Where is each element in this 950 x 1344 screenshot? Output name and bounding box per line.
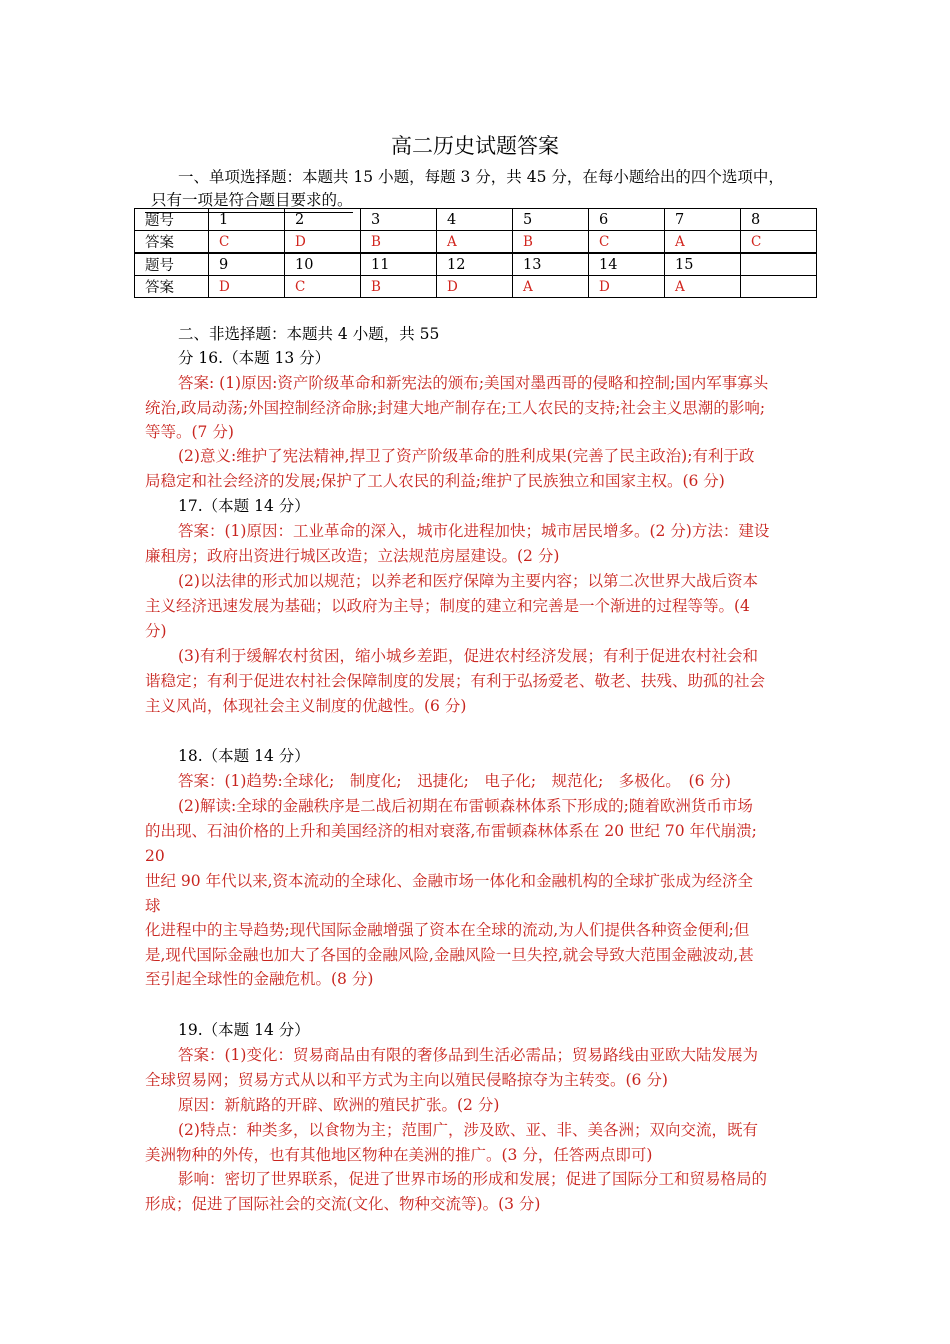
answer-cell xyxy=(741,276,817,298)
question-number: 3 xyxy=(361,209,437,231)
q17-answer-line: 主义经济迅速发展为基础；以政府为主导；制度的建立和完善是一个渐进的过程等等。(4 xyxy=(145,597,750,615)
answer-table xyxy=(134,208,817,298)
table-row xyxy=(135,276,817,298)
answer-cell: C xyxy=(589,231,665,254)
section1-line2: 只有一项是符合题目要求的。 xyxy=(145,189,353,213)
table-row xyxy=(135,209,817,231)
q17-answer-line: 分) xyxy=(145,622,167,640)
question-number: 7 xyxy=(665,209,741,231)
q18-answer-line: 至引起全球性的金融危机。(8 分) xyxy=(145,970,374,988)
q18-answer-line: (2)解读:全球的金融秩序是二战后初期在布雷顿森林体系下形成的;随着欧洲货币市场 xyxy=(178,797,753,815)
q19-answer-line: 全球贸易网；贸易方式从以和平方式为主向以殖民侵略掠夺为主转变。(6 分) xyxy=(145,1071,668,1089)
table-row xyxy=(135,253,817,276)
q16-answer-line: 局稳定和社会经济的发展;保护了工人农民的利益;维护了民族独立和国家主权。(6 分) xyxy=(145,472,725,490)
answer-cell: B xyxy=(513,231,589,254)
table-row xyxy=(135,231,817,254)
header-label: 题号 xyxy=(135,209,209,231)
answer-cell: A xyxy=(665,276,741,298)
answer-cell: B xyxy=(361,276,437,298)
q17-answer-line: (3)有利于缓解农村贫困，缩小城乡差距，促进农村经济发展；有利于促进农村社会和 xyxy=(178,647,758,665)
q16-answer-line: (2)意义:维护了宪法精神,捍卫了资产阶级革命的胜利成果(完善了民主政治);有利于政 xyxy=(178,447,755,465)
section2-line2: 分 16.（本题 13 分） xyxy=(178,349,331,367)
question-number: 4 xyxy=(437,209,513,231)
q17-answer-line: 主义风尚，体现社会主义制度的优越性。(6 分) xyxy=(145,697,467,715)
answer-label: 答案 xyxy=(135,276,209,298)
page-title: 高二历史试题答案 xyxy=(391,134,559,158)
q18-answer-line: 的出现、石油价格的上升和美国经济的相对衰落,布雷顿森林体系在 20 世纪 70 年代崩溃; xyxy=(145,822,757,840)
q19-answer-line: 答案：(1)变化：贸易商品由有限的奢侈品到生活必需品；贸易路线由亚欧大陆发展为 xyxy=(178,1046,758,1064)
q16-answer-line: 统治,政局动荡;外国控制经济命脉;封建大地产制存在;工人农民的支持;社会主义思潮的影响; xyxy=(145,399,766,417)
section1-intro xyxy=(145,166,835,213)
question-number: 6 xyxy=(589,209,665,231)
q17-heading: 17.（本题 14 分） xyxy=(178,497,310,515)
q18-answer-line: 球 xyxy=(145,897,161,915)
q17-answer-line: 谐稳定；有利于促进农村社会保障制度的发展；有利于弘扬爱老、敬老、扶残、助孤的社会 xyxy=(145,672,766,690)
answer-cell: D xyxy=(285,231,361,254)
answer-cell: A xyxy=(665,231,741,254)
answer-cell: D xyxy=(209,276,285,298)
q17-answer-line: (2)以法律的形式加以规范；以养老和医疗保障为主要内容；以第二次世界大战后资本 xyxy=(178,572,758,590)
question-number: 9 xyxy=(209,253,285,276)
question-number: 13 xyxy=(513,253,589,276)
answer-cell: A xyxy=(513,276,589,298)
answer-cell: B xyxy=(361,231,437,254)
q16-answer-line: 等等。(7 分) xyxy=(145,423,234,441)
question-number: 5 xyxy=(513,209,589,231)
question-number: 11 xyxy=(361,253,437,276)
q16-answer-line: 答案: (1)原因:资产阶级革命和新宪法的颁布;美国对墨西哥的侵略和控制;国内军事寡头 xyxy=(178,374,769,392)
header-label: 题号 xyxy=(135,253,209,276)
answer-cell: C xyxy=(285,276,361,298)
q19-answer-line: 原因：新航路的开辟、欧洲的殖民扩张。(2 分) xyxy=(178,1096,500,1114)
answer-cell: D xyxy=(437,276,513,298)
question-number: 1 xyxy=(209,209,285,231)
section1-line1: 一、单项选择题：本题共 15 小题，每题 3 分，共 45 分，在每小题给出的四个选项中， xyxy=(178,168,784,186)
q19-answer-line: 形成；促进了国际社会的交流(文化、物种交流等)。(3 分) xyxy=(145,1195,541,1213)
q19-heading: 19.（本题 14 分） xyxy=(178,1021,310,1039)
answer-cell: A xyxy=(437,231,513,254)
answer-cell: C xyxy=(209,231,285,254)
q18-heading: 18.（本题 14 分） xyxy=(178,747,310,765)
q18-answer-line: 是,现代国际金融也加大了各国的金融风险,金融风险一旦失控,就会导致大范围金融波动,甚 xyxy=(145,946,754,964)
q17-answer-line: 廉租房；政府出资进行城区改造；立法规范房屋建设。(2 分) xyxy=(145,547,560,565)
question-number: 8 xyxy=(741,209,817,231)
q17-answer-line: 答案：(1)原因：工业革命的深入，城市化进程加快；城市居民增多。(2 分)方法：建设 xyxy=(178,522,770,540)
answer-cell: D xyxy=(589,276,665,298)
question-number: 10 xyxy=(285,253,361,276)
q18-answer-line: 化进程中的主导趋势;现代国际金融增强了资本在全球的流动,为人们提供各种资金便利;但 xyxy=(145,921,750,939)
section2-line1: 二、非选择题：本题共 4 小题，共 55 xyxy=(178,325,440,343)
q18-answer-line: 20 xyxy=(145,847,165,865)
q18-answer-line: 世纪 90 年代以来,资本流动的全球化、金融市场一体化和金融机构的全球扩张成为经济全 xyxy=(145,872,754,890)
answer-cell: C xyxy=(741,231,817,254)
q18-answer-line: 答案：(1)趋势:全球化; 制度化; 迅捷化; 电子化; 规范化; 多极化。 (6 分) xyxy=(178,772,731,790)
q19-answer-line: (2)特点：种类多，以食物为主；范围广，涉及欧、亚、非、美各洲；双向交流，既有 xyxy=(178,1121,758,1139)
question-number: 15 xyxy=(665,253,741,276)
question-number: 14 xyxy=(589,253,665,276)
answer-label: 答案 xyxy=(135,231,209,254)
question-number: 12 xyxy=(437,253,513,276)
question-number xyxy=(741,253,817,276)
question-number: 2 xyxy=(285,209,361,231)
q19-answer-line: 影响：密切了世界联系，促进了世界市场的形成和发展；促进了国际分工和贸易格局的 xyxy=(178,1170,768,1188)
q19-answer-line: 美洲物种的外传，也有其他地区物种在美洲的推广。(3 分，任答两点即可) xyxy=(145,1146,653,1164)
